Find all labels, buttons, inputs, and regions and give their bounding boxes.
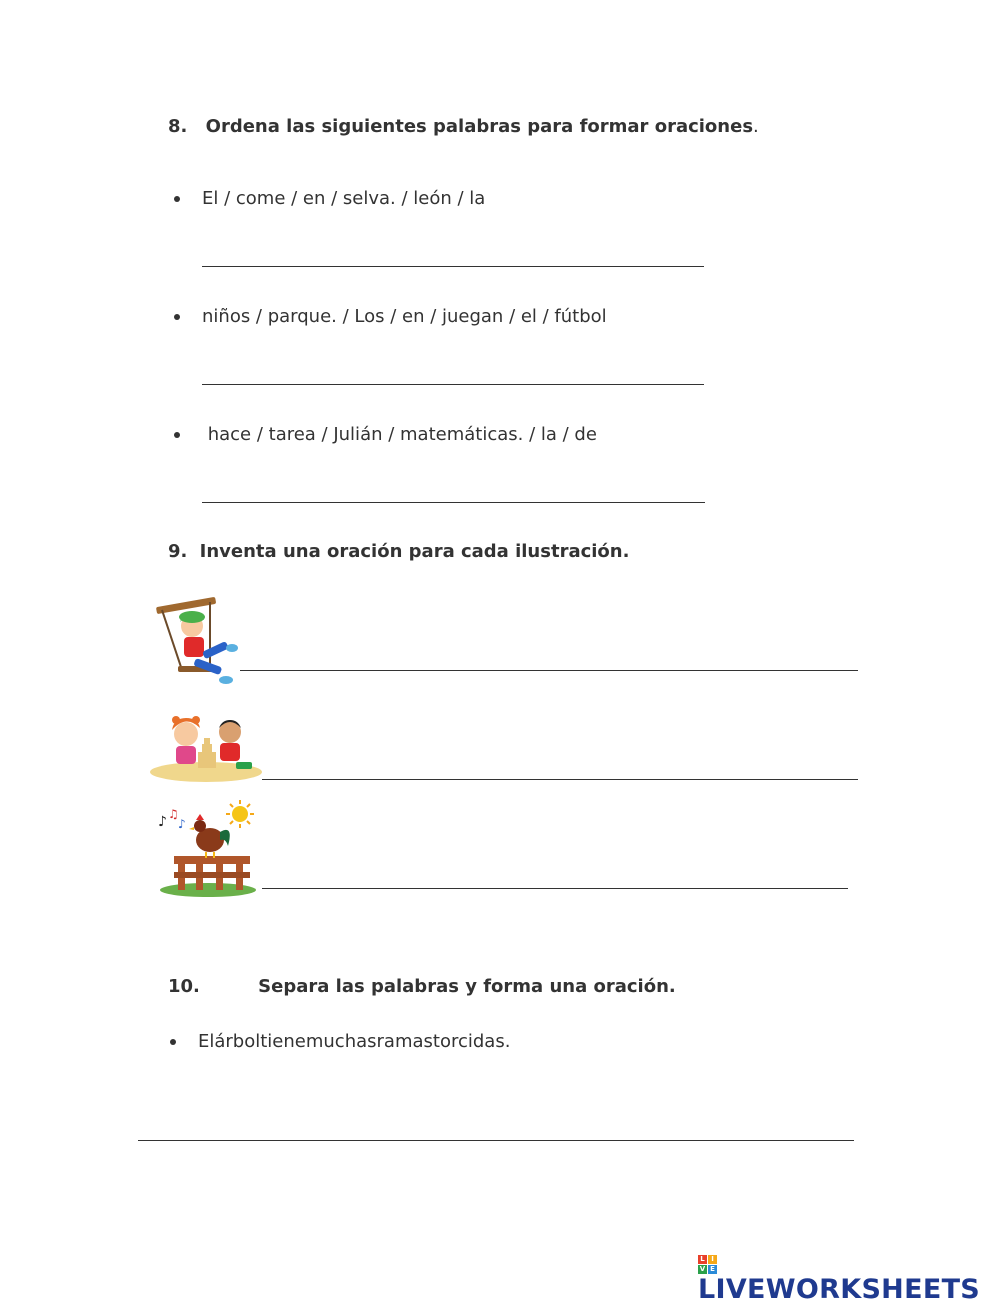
answer-input-9-1[interactable] — [240, 644, 858, 670]
section-8-heading — [168, 116, 759, 137]
rooster-fence-icon — [154, 798, 258, 900]
section-10-title: Separa las palabras y forma una oración. — [258, 976, 676, 997]
section-10-item — [170, 1031, 510, 1052]
svg-text:♪: ♪ — [158, 814, 167, 830]
section-9-heading — [168, 541, 629, 562]
answer-line — [262, 779, 858, 780]
bullet-icon — [174, 314, 180, 320]
scrambled-sentence: hace / tarea / Julián / matemáticas. / la / de — [202, 424, 597, 445]
answer-input-8-2[interactable] — [202, 358, 704, 384]
answer-input-9-2[interactable] — [262, 753, 858, 779]
answer-input-10[interactable] — [138, 1114, 854, 1140]
section-10-number: 10. — [168, 976, 200, 997]
section-8-item-3 — [174, 424, 597, 445]
section-9-title: Inventa una oración para cada ilustración. — [199, 541, 630, 562]
joined-sentence: Elárboltienemuchasramastorcidas. — [198, 1031, 511, 1052]
section-8-title: Ordena las siguientes palabras para formar oraciones — [205, 116, 754, 137]
scrambled-sentence: El / come / en / selva. / león / la — [202, 188, 486, 209]
answer-input-8-1[interactable] — [202, 240, 704, 266]
answer-line — [202, 502, 705, 503]
answer-input-9-3[interactable] — [262, 862, 848, 888]
answer-line — [240, 670, 858, 671]
bullet-icon — [174, 432, 180, 438]
section-10-heading — [168, 976, 676, 997]
logo-badge-icon: L I V E — [698, 1255, 717, 1274]
answer-line — [202, 266, 704, 267]
answer-input-8-3[interactable] — [202, 476, 705, 502]
answer-line — [138, 1140, 854, 1141]
section-8-item-2 — [174, 306, 607, 327]
section-9-number: 9. — [168, 541, 188, 562]
section-8-item-1 — [174, 188, 485, 209]
child-on-swing-icon — [152, 596, 242, 688]
bullet-icon — [170, 1039, 176, 1045]
bullet-icon — [174, 196, 180, 202]
section-8-number: 8. — [168, 116, 188, 137]
children-sandcastle-icon — [148, 708, 266, 784]
svg-text:♫: ♫ — [168, 807, 179, 821]
section-8-title-suffix: . — [753, 116, 759, 137]
liveworksheets-logo — [698, 1254, 1000, 1305]
logo-text: LIVEWORKSHEETS — [698, 1274, 981, 1305]
svg-text:♪: ♪ — [178, 817, 186, 831]
scrambled-sentence: niños / parque. / Los / en / juegan / el / fútbol — [202, 306, 607, 327]
answer-line — [202, 384, 704, 385]
answer-line — [262, 888, 848, 889]
